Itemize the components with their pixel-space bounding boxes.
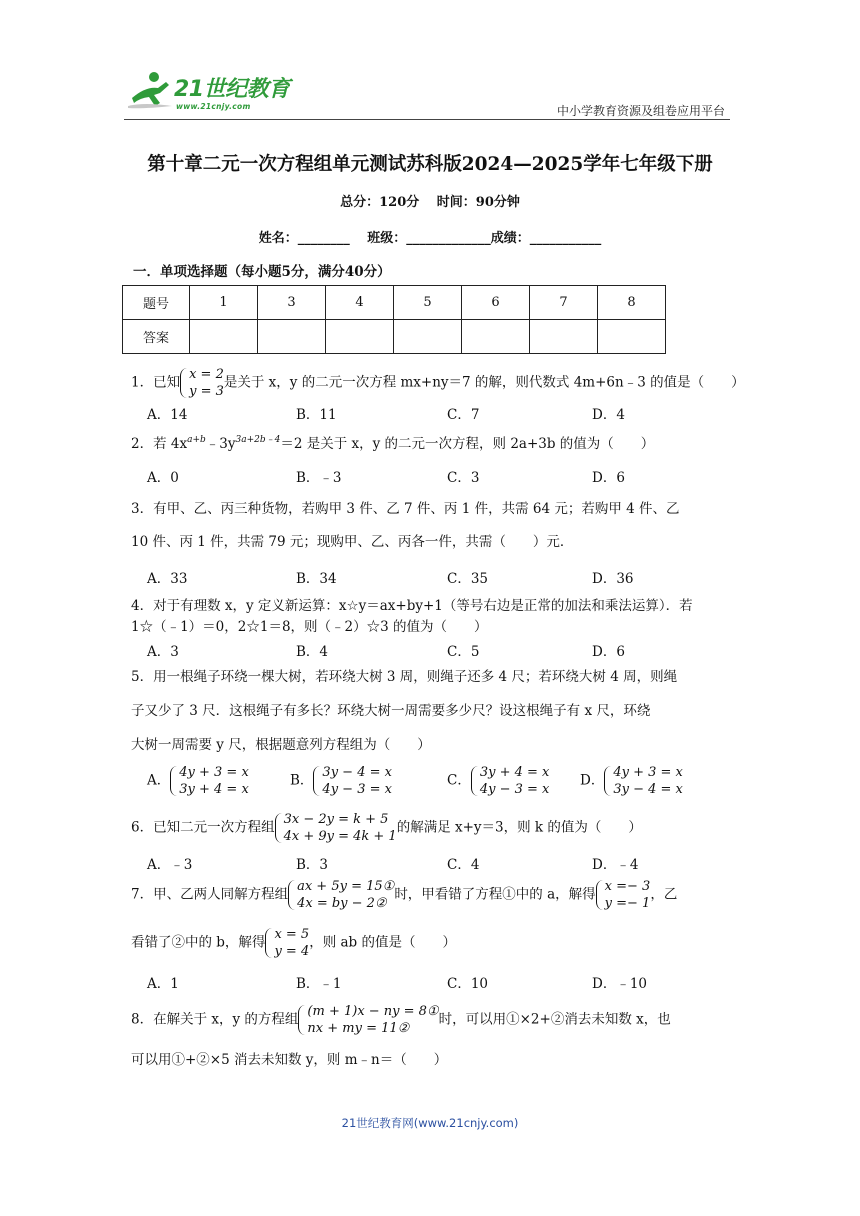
equation-line: 3y − 4 = x: [613, 782, 683, 797]
equation-system: [265, 926, 309, 960]
section-heading: 一．单项选择题（每小题5分，满分40分）: [133, 264, 391, 280]
option-a[interactable]: A．3: [147, 644, 179, 660]
question-5-line-2: 子又少了 3 尺．这根绳子有多长？环绕大树一周需要多少尺？设这根绳子有 x 尺，环绕: [131, 703, 651, 719]
table-cell: 4: [326, 286, 394, 320]
equation-line: 4x = by − 2②: [297, 896, 387, 911]
table-cell: 8: [598, 286, 666, 320]
option-b[interactable]: B．﹣3: [296, 470, 342, 486]
option-c[interactable]: C．10: [447, 976, 489, 992]
table-cell: 1: [190, 286, 258, 320]
option-b[interactable]: [290, 764, 392, 798]
answer-cell[interactable]: [598, 320, 666, 354]
equation-line: y = 3: [189, 384, 224, 399]
question-8-line-1: [131, 1003, 671, 1037]
equation-system: [298, 1003, 438, 1037]
option-b[interactable]: B．4: [296, 644, 329, 660]
option-c[interactable]: [447, 764, 549, 798]
equation-system: [313, 764, 392, 798]
equation-line: 4y + 3 = x: [179, 765, 249, 780]
question-6: [131, 811, 642, 845]
question-7-text: 7．甲、乙两人同解方程组: [131, 886, 289, 903]
question-1: [131, 366, 745, 400]
platform-name: 中小学教育资源及组卷应用平台: [556, 104, 725, 118]
question-3-line-1: 3．有甲、乙、丙三种货物，若购甲 3 件、乙 7 件、丙 1 件，共需 64 元；若购甲 4 件、乙: [131, 501, 680, 517]
question-2-text: ﹣3y: [205, 436, 236, 452]
answer-cell[interactable]: [530, 320, 598, 354]
question-7-line-1: [131, 878, 677, 912]
question-6-stem-start: 6．已知二元一次方程组: [131, 819, 275, 836]
equation-line: x = 2: [189, 367, 224, 382]
equation-system: [288, 878, 394, 912]
equation-line: nx + my = 11②: [307, 1021, 410, 1036]
question-5-line-3: 大树一周需要 y 尺，根据题意列方程组为（ ）: [131, 737, 431, 753]
answer-cell[interactable]: [258, 320, 326, 354]
answer-cell[interactable]: [462, 320, 530, 354]
site-logo: [124, 68, 294, 118]
exponent: a+b: [187, 435, 206, 445]
option-b[interactable]: B．﹣1: [296, 976, 342, 992]
logo-url-text: www.21cnjy.com: [176, 102, 251, 111]
question-2-text: ＝2 是关于 x，y 的二元一次方程，则 2a+3b 的值为（ ）: [280, 436, 655, 452]
equation-line: x = 5: [274, 927, 310, 942]
option-d[interactable]: D．6: [592, 644, 625, 660]
equation-line: ax + 5y = 15①: [297, 879, 395, 894]
equation-line: 4x + 9y = 4k + 1: [283, 829, 397, 844]
equation-line: 3y + 4 = x: [179, 782, 249, 797]
logo-brand-text: 21世纪教育: [174, 77, 290, 102]
table-cell: 6: [462, 286, 530, 320]
option-a[interactable]: A．1: [147, 976, 179, 992]
answer-table-answer-row: [123, 320, 666, 354]
equation-line: x =− 3: [604, 879, 651, 894]
question-7-text: 时，甲看错了方程①中的 a，解得: [394, 886, 596, 903]
option-d[interactable]: D．﹣4: [592, 857, 639, 873]
option-d[interactable]: D．6: [592, 470, 625, 486]
option-c[interactable]: C．5: [447, 644, 480, 660]
equation-system: [275, 811, 397, 845]
option-d[interactable]: [580, 764, 683, 798]
answer-table-header-row: [123, 286, 666, 320]
table-cell: 5: [394, 286, 462, 320]
equation-line: 4y + 3 = x: [613, 765, 683, 780]
table-cell: 题号: [123, 286, 190, 320]
exponent: 3a+2b﹣4: [235, 435, 281, 445]
option-label: C．: [447, 772, 471, 789]
question-4-line-2: 1☆（﹣1）＝0，2☆1＝8，则（﹣2）☆3 的值为（ ）: [131, 619, 488, 635]
option-d[interactable]: D．4: [592, 407, 625, 423]
header-divider: [124, 119, 730, 120]
question-7-text: ，则 ab 的值是（ ）: [309, 934, 456, 951]
question-1-stem-start: 1．已知: [131, 374, 181, 391]
option-b[interactable]: B．3: [296, 857, 329, 873]
option-a[interactable]: [147, 764, 249, 798]
question-3-line-2: 10 件、丙 1 件，共需 79 元；现购甲、乙、丙各一件，共需（ ）元．: [131, 534, 574, 550]
answer-table: [122, 285, 666, 354]
exam-meta: 总分：120分 时间：90分钟: [340, 195, 520, 210]
equation-line: y =− 1: [604, 896, 651, 911]
question-8-line-2: 可以用①+②×5 消去未知数 y，则 m﹣n＝（ ）: [131, 1052, 448, 1068]
equation-line: (m + 1)x − ny = 8①: [307, 1004, 439, 1019]
equation-system: [471, 764, 550, 798]
option-d[interactable]: D．﹣10: [592, 976, 648, 992]
option-c[interactable]: C．4: [447, 857, 480, 873]
option-a[interactable]: A．33: [147, 571, 188, 587]
question-7-line-2: [131, 926, 456, 960]
question-7-text: 看错了②中的 b，解得: [131, 934, 266, 951]
equation-line: y = 4: [274, 944, 310, 959]
question-6-stem-end: 的解满足 x+y＝3，则 k 的值为（ ）: [396, 819, 642, 836]
option-label: D．: [580, 772, 605, 789]
question-2: [131, 430, 654, 454]
question-4-line-1: 4．对于有理数 x，y 定义新运算：x☆y＝ax+by+1（等号右边是正常的加法和乘法运算）．若: [131, 598, 693, 614]
question-7-text: ，乙: [650, 886, 678, 903]
equation-system: [170, 764, 249, 798]
option-label: A．: [147, 772, 171, 789]
option-b[interactable]: B．34: [296, 571, 337, 587]
answer-cell[interactable]: [326, 320, 394, 354]
question-5-line-1: 5．用一根绳子环绕一棵大树，若环绕大树 3 周，则绳子还多 4 尺；若环绕大树 4 周，则绳: [131, 669, 678, 685]
equation-line: 3y − 4 = x: [322, 765, 392, 780]
question-1-stem-end: 是关于 x，y 的二元一次方程 mx+ny＝7 的解，则代数式 4m+6n﹣3 的值是（ ）: [223, 374, 745, 391]
student-info-fields: 姓名：________ 班级：_____________成绩：___________: [258, 231, 602, 246]
option-a[interactable]: A．0: [147, 470, 179, 486]
table-cell: 3: [258, 286, 326, 320]
question-2-text: 2．若 4x: [131, 436, 188, 452]
runner-logo-icon: [124, 68, 176, 112]
table-cell: 答案: [123, 320, 190, 354]
page-title: 第十章二元一次方程组单元测试苏科版2024—2025学年七年级下册: [147, 154, 713, 175]
answer-cell[interactable]: [190, 320, 258, 354]
equation-line: 4y − 3 = x: [479, 782, 550, 797]
option-a[interactable]: A．14: [147, 407, 188, 423]
option-d[interactable]: D．36: [592, 571, 634, 587]
equation-line: 3y + 4 = x: [479, 765, 550, 780]
equation-line: 3x − 2y = k + 5: [283, 812, 389, 827]
equation-system: [596, 878, 651, 912]
question-8-text: 时，可以用①×2+②消去未知数 x，也: [438, 1011, 671, 1028]
table-cell: 7: [530, 286, 598, 320]
question-8-text: 8．在解关于 x，y 的方程组: [131, 1011, 299, 1028]
option-a[interactable]: A．﹣3: [147, 857, 193, 873]
answer-cell[interactable]: [394, 320, 462, 354]
option-label: B．: [290, 772, 314, 789]
option-c[interactable]: C．7: [447, 407, 480, 423]
option-c[interactable]: C．3: [447, 470, 480, 486]
option-b[interactable]: B．11: [296, 407, 337, 423]
equation-system: [180, 366, 224, 400]
equation-system: [604, 764, 683, 798]
equation-line: 4y − 3 = x: [322, 782, 392, 797]
option-c[interactable]: C．35: [447, 571, 489, 587]
page-footer[interactable]: 21世纪教育网(www.21cnjy.com): [341, 1116, 519, 1130]
